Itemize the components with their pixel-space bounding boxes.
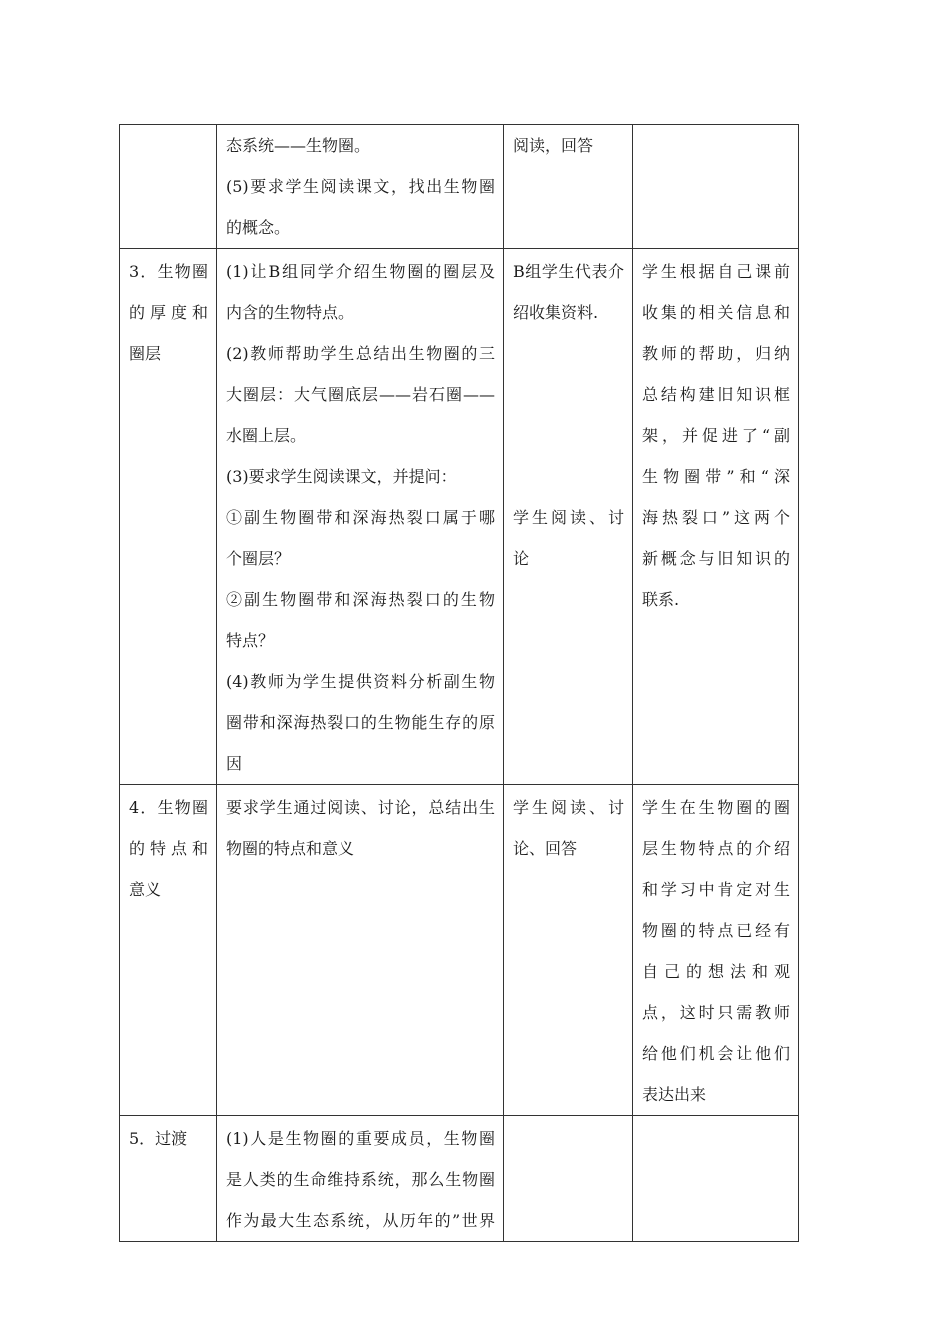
text-line: ②副生物圈带和深海热裂口的生物: [226, 590, 495, 609]
text-line: 4．生物圈: [129, 798, 208, 817]
text-line: 的概念。: [226, 218, 291, 237]
design-intent-cell: [633, 1116, 799, 1242]
text-line: 要求学生通过阅读、讨论，总结出生: [226, 798, 495, 817]
text-line: 层生物特点的介绍: [642, 839, 790, 858]
teacher-activity-cell: [217, 125, 504, 249]
text-line: 论、回答: [513, 839, 578, 858]
text-line: B组学生代表介: [513, 262, 624, 281]
text-line: 教师的帮助，归纳: [642, 344, 790, 363]
text-line: (5)要求学生阅读课文，找出生物圈: [226, 177, 495, 196]
text-line: 联系.: [642, 590, 680, 609]
text-line: 收集的相关信息和: [642, 303, 790, 322]
text-line: 物圈的特点已经有: [642, 921, 790, 940]
text-line: 生物圈带”和“深: [642, 467, 790, 486]
text-line: 态系统——生物圈。: [226, 136, 371, 155]
text-line: (4)教师为学生提供资料分析副生物: [226, 672, 495, 691]
text-line: (2)教师帮助学生总结出生物圈的三: [226, 344, 495, 363]
stage-cell: [120, 249, 217, 785]
text-line: 点，这时只需教师: [642, 1003, 790, 1022]
text-line: 学生阅读、讨: [513, 798, 624, 817]
student-activity-cell: [504, 249, 633, 785]
text-line: 圈层: [129, 344, 162, 363]
design-intent-cell: [633, 125, 799, 249]
text-line: 架，并促进了“副: [642, 426, 790, 445]
teacher-activity-cell: [217, 785, 504, 1116]
text-line: 总结构建旧知识框: [642, 385, 790, 404]
text-line: (1)让B组同学介绍生物圈的圈层及: [226, 262, 495, 281]
text-line: 意义: [129, 880, 162, 899]
table-row: [120, 1116, 799, 1242]
student-activity-cell: [504, 125, 633, 249]
text-line: 阅读，回答: [513, 136, 594, 155]
text-line: 物圈的特点和意义: [226, 839, 355, 858]
student-activity-cell: [504, 1116, 633, 1242]
text-line: 圈带和深海热裂口的生物能生存的原: [226, 713, 495, 732]
table-row: [120, 125, 799, 249]
text-line: 的特点和: [129, 839, 208, 858]
spacer: [513, 333, 624, 497]
teacher-activity-cell: [217, 249, 504, 785]
text-line: 5．过渡: [129, 1129, 188, 1148]
text-line: 是人类的生命维持系统，那么生物圈: [226, 1170, 495, 1189]
text-line: 论: [513, 549, 530, 568]
text-line: (1)人是生物圈的重要成员，生物圈: [226, 1129, 495, 1148]
teacher-activity-cell: [217, 1116, 504, 1242]
design-intent-cell: [633, 785, 799, 1116]
text-line: 和学习中肯定对生: [642, 880, 790, 899]
text-line: 表达出来: [642, 1085, 707, 1104]
text-line: 个圈层？: [226, 549, 291, 568]
text-line: (3)要求学生阅读课文，并提问：: [226, 467, 457, 486]
text-line: 学生在生物圈的圈: [642, 798, 790, 817]
text-line: 绍收集资料.: [513, 303, 599, 322]
stage-cell: [120, 125, 217, 249]
table-row: [120, 785, 799, 1116]
text-line: 特点？: [226, 631, 275, 650]
text-line: 学生根据自己课前: [642, 262, 790, 281]
text-line: 海热裂口”这两个: [642, 508, 790, 527]
student-activity-cell: [504, 785, 633, 1116]
table-row: [120, 249, 799, 785]
text-line: 内含的生物特点。: [226, 303, 355, 322]
text-line: 学生阅读、讨: [513, 508, 624, 527]
text-line: 因: [226, 754, 243, 773]
text-line: 大圈层：大气圈底层——岩石圈——: [226, 385, 495, 404]
text-line: 3．生物圈: [129, 262, 208, 281]
text-line: 自己的想法和观: [642, 962, 790, 981]
lesson-plan-table: [119, 124, 799, 1242]
design-intent-cell: [633, 249, 799, 785]
text-line: 新概念与旧知识的: [642, 549, 790, 568]
text-line: 给他们机会让他们: [642, 1044, 790, 1063]
stage-cell: [120, 785, 217, 1116]
text-line: ①副生物圈带和深海热裂口属于哪: [226, 508, 495, 527]
stage-cell: [120, 1116, 217, 1242]
text-line: 水圈上层。: [226, 426, 307, 445]
text-line: 作为最大生态系统，从历年的”世界: [226, 1211, 495, 1230]
text-line: 的厚度和: [129, 303, 208, 322]
